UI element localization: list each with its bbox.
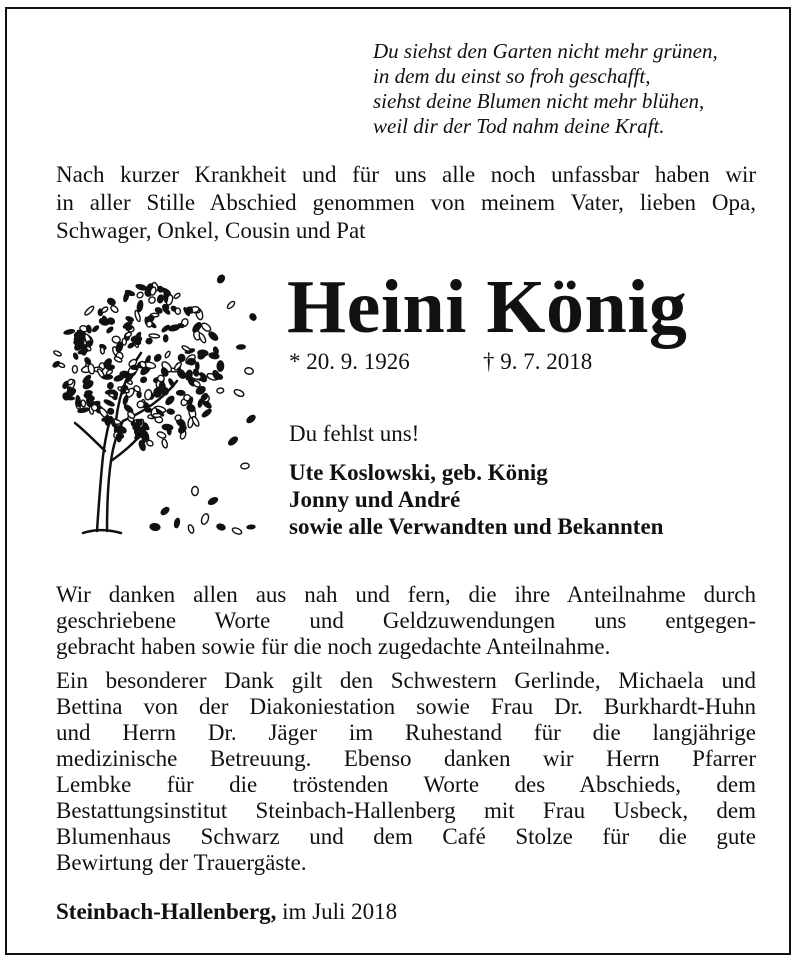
birth-date: * 20. 9. 1926 [289,349,410,374]
mourner-line: sowie alle Verwandten und Bekannten [289,514,664,539]
poem-line: in dem du einst so froh geschafft, [373,64,651,88]
deceased-name: Heini König [287,265,688,349]
poem-line: Du siehst den Garten nicht mehr grünen, [373,39,718,63]
mourner-line: Ute Koslowski, geb. König [289,460,548,485]
intro-text [56,161,756,245]
place-and-date [56,898,397,926]
thanks-line: Bettina von der Diakoniestation sowie Frau Dr. Burkhardt-Huhn [56,694,756,719]
thanks-line: Bestattungsinstitut Steinbach-Hallenberg mit Frau Usbeck, dem [56,798,756,823]
month-year: im Juli 2018 [282,899,398,924]
thanks-line: Wir danken allen aus nah und fern, die ihre Anteilnahme durch [56,582,756,607]
thanks-line: und Herrn Dr. Jäger im Ruhestand für die langjährige [56,720,756,745]
town: Steinbach-Hallenberg, [56,899,277,924]
thanks-paragraph [56,668,756,876]
intro-line: Schwager, Onkel, Cousin und Pat [56,218,366,243]
mourner-line: Jonny und André [289,487,461,512]
tree-with-falling-leaves-icon [45,261,265,541]
poem-line: siehst deine Blumen nicht mehr blühen, [373,89,705,113]
life-dates [289,347,593,377]
poem-line: weil dir der Tod nahm deine Kraft. [373,114,665,138]
obituary-notice [5,7,791,955]
intro-line: Nach kurzer Krankheit und für uns alle noch unfassbar haben wir [56,162,756,187]
thanks-paragraph [56,582,756,660]
memorial-poem [373,39,773,139]
intro-line: in aller Stille Abschied genommen von meinem Vater, lieben Opa, [56,190,756,215]
thanks-line: Bewirtung der Trauergäste. [56,850,307,875]
thanks-line: gebracht haben sowie für die noch zugedachte Anteilnahme. [56,634,611,659]
death-date: † 9. 7. 2018 [483,349,593,374]
thanks-line: Ein besonderer Dank gilt den Schwestern Gerlinde, Michaela und [56,668,756,693]
thanks-line: Lembke für die tröstenden Worte des Abschieds, dem [56,772,756,797]
thanks-line: Blumenhaus Schwarz und dem Café Stolze für die gute [56,824,756,849]
missed-text: Du fehlst uns! [289,421,420,446]
thanks-text [56,582,756,884]
thanks-line: geschriebene Worte und Geldzuwendungen uns entgegen- [56,608,756,633]
thanks-line: medizinische Betreuung. Ebenso danken wir Herrn Pfarrer [56,746,756,771]
mourners-list [289,459,663,540]
